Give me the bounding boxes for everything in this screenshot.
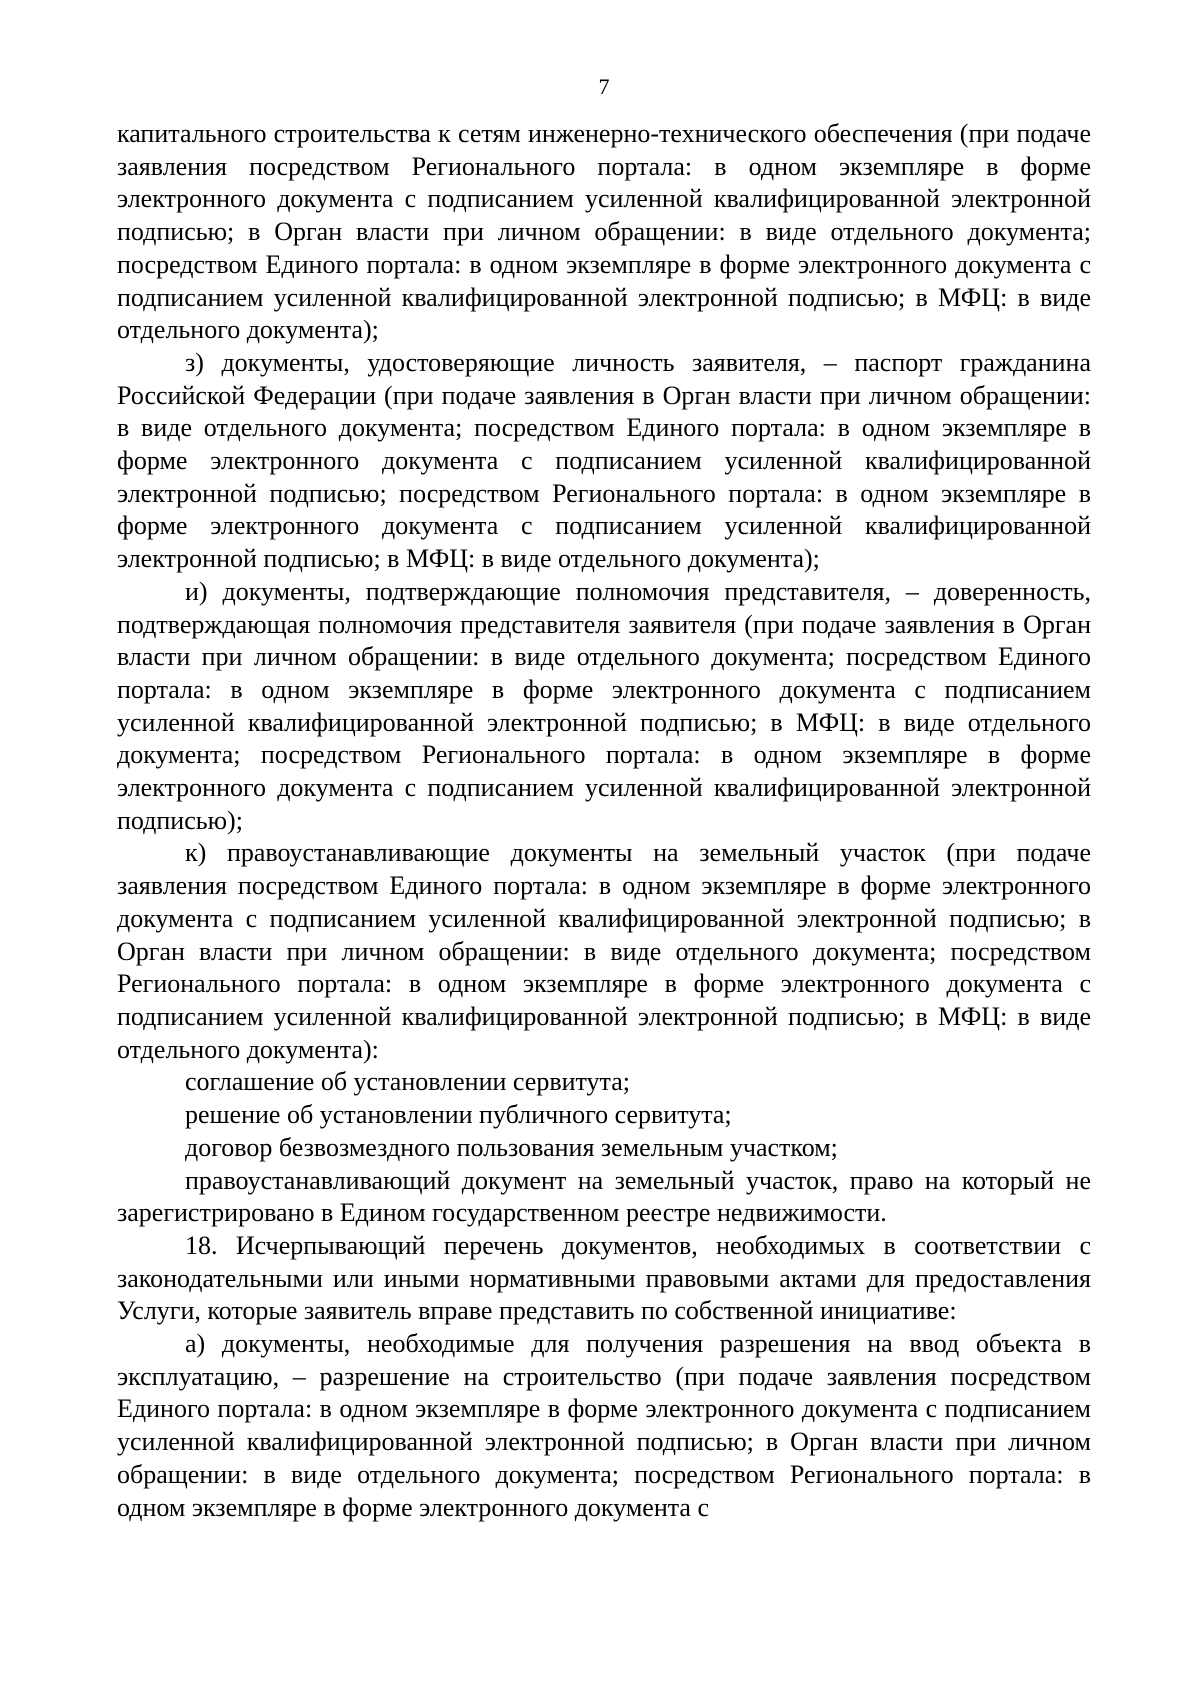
document-body <box>117 118 1091 1524</box>
list-item-public-servitude: решение об установлении публичного сервитута; <box>185 1100 732 1130</box>
paragraph-item-a: а) документы, необходимые для получения разрешения на ввод объекта в эксплуатацию, – разрешение на строительство (при подаче заявления посредством Единого портала: в одном экземпляре в форме электронного документа с подписанием усиленной квалифицированной электронной подписью; в Орган власти при личном обращении: в виде отдельного документа; посредством Регионального портала: в одном экземпляре в форме электронного документа с <box>117 1329 1091 1522</box>
paragraph-continuation: капитального строительства к сетям инженерно-технического обеспечения (при подаче заявления посредством Регионального портала: в одном экземпляре в форме электронного документа с подписанием усиленной квалифицированной электронной подписью; в Орган власти при личном обращении: в виде отдельного документа; посредством Единого портала: в одном экземпляре в форме электронного документа с подписанием усиленной квалифицированной электронной подписью; в МФЦ: в виде отдельного документа); <box>117 119 1091 345</box>
paragraph-item-z: з) документы, удостоверяющие личность заявителя, – паспорт гражданина Российской Федерации (при подаче заявления в Орган власти при личном обращении: в виде отдельного документа; посредством Единого портала: в одном экземпляре в форме электронного документа с подписанием усиленной квалифицированной электронной подписью; посредством Регионального портала: в одном экземпляре в форме электронного документа с подписанием усиленной квалифицированной электронной подписью; в МФЦ: в виде отдельного документа); <box>117 347 1091 574</box>
list-item-unregistered-title: правоустанавливающий документ на земельный участок, право на который не зарегистрировано в Едином государственном реестре недвижимости. <box>117 1165 1091 1228</box>
document-page <box>117 0 1091 1697</box>
paragraph-section-18: 18. Исчерпывающий перечень документов, необходимых в соответствии с законодательными или иными нормативными правовыми актами для предоставления Услуги, которые заявитель вправе представить по собственной инициативе: <box>117 1230 1091 1326</box>
paragraph-item-i: и) документы, подтверждающие полномочия представителя, – доверенность, подтверждающая полномочия представителя заявителя (при подаче заявления в Орган власти при личном обращении: в виде отдельного документа; посредством Единого портала: в одном экземпляре в форме электронного документа с подписанием усиленной квалифицированной электронной подписью; в МФЦ: в виде отдельного документа; посредством Регионального портала: в одном экземпляре в форме электронного документа с подписанием усиленной квалифицированной электронной подписью); <box>117 576 1091 835</box>
paragraph-item-k: к) правоустанавливающие документы на земельный участок (при подаче заявления посредством Единого портала: в одном экземпляре в форме электронного документа с подписанием усиленной квалифицированной электронной подписью; в Орган власти при личном обращении: в виде отдельного документа; посредством Регионального портала: в одном экземпляре в форме электронного документа с подписанием усиленной квалифицированной электронной подписью; в МФЦ: в виде отдельного документа): <box>117 838 1091 1064</box>
page-number: 7 <box>598 74 610 99</box>
list-item-servitude-agreement: соглашение об установлении сервитута; <box>185 1067 630 1097</box>
list-item-free-use-contract: договор безвозмездного пользования земельным участком; <box>185 1132 838 1162</box>
